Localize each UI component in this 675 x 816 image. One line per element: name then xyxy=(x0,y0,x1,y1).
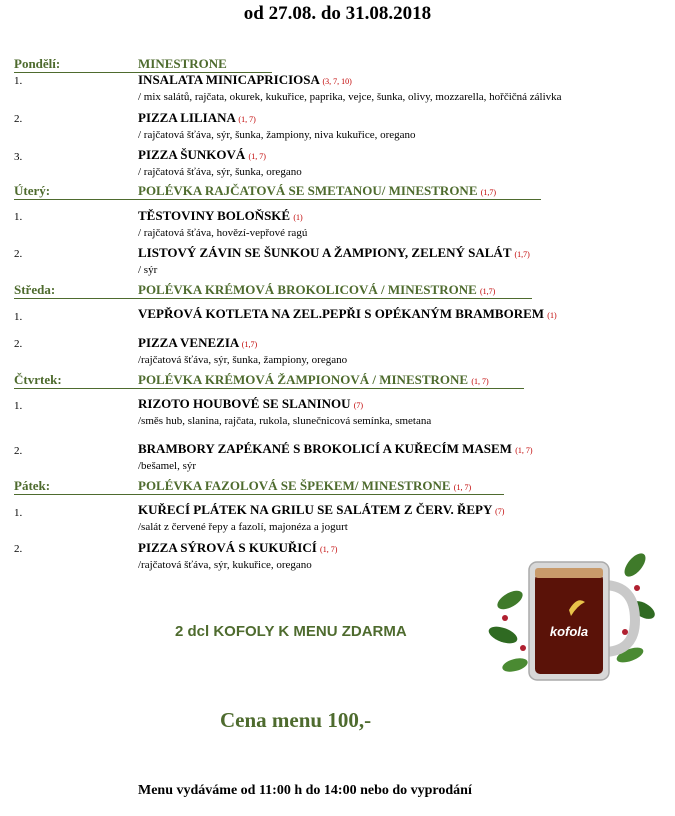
item-allergens: (1, 7) xyxy=(238,115,256,124)
day-header-thursday xyxy=(14,372,614,390)
menu-item xyxy=(138,147,658,179)
item-description: / rajčatová šťáva, sýr, šunka, žampiony, niva kukuřice, oregano xyxy=(138,129,416,141)
item-name: PIZZA VENEZIA xyxy=(138,335,239,350)
menu-item xyxy=(138,110,658,142)
day-soup: POLÉVKA KRÉMOVÁ ŽAMPIONOVÁ / MINESTRONE (1, 7) xyxy=(138,372,489,387)
day-name: Pondělí: xyxy=(14,56,61,71)
menu-item xyxy=(138,208,658,240)
item-description: /salát z červené řepy a fazolí, majonéza a jogurt xyxy=(138,521,348,533)
day-underline xyxy=(14,298,532,299)
day-underline xyxy=(14,494,504,495)
item-name: BRAMBORY ZAPÉKANÉ S BROKOLICÍ A KUŘECÍM MASEM xyxy=(138,441,512,456)
item-description: / rajčatová šťáva, hovězí-vepřové ragú xyxy=(138,227,308,239)
item-allergens: (1,7) xyxy=(514,250,530,259)
item-name: INSALATA MINICAPRICIOSA xyxy=(138,72,320,87)
menu-item xyxy=(138,441,658,473)
day-underline xyxy=(14,199,541,200)
item-number: 2. xyxy=(14,338,23,350)
menu-item xyxy=(138,245,658,277)
item-description: / sýr xyxy=(138,264,158,276)
menu-item xyxy=(138,335,658,367)
day-name: Čtvrtek: xyxy=(14,372,62,387)
item-allergens: (1) xyxy=(293,213,303,222)
day-header-friday xyxy=(14,478,614,496)
menu-title: od 27.08. do 31.08.2018 xyxy=(243,3,432,24)
item-allergens: (1) xyxy=(547,311,557,320)
item-number: 2. xyxy=(14,543,23,555)
day-name: Úterý: xyxy=(14,183,51,198)
menu-price: Cena menu 100,- xyxy=(220,708,372,732)
day-soup: MINESTRONE xyxy=(138,56,227,71)
item-description: /rajčatová šťáva, sýr, kukuřice, oregano xyxy=(138,559,312,571)
day-header-wednesday xyxy=(14,282,614,300)
item-name: VEPŘOVÁ KOTLETA NA ZEL.PEPŘI S OPÉKANÝM BRAMBOREM xyxy=(138,306,545,321)
item-number: 3. xyxy=(14,151,23,163)
day-soup: POLÉVKA FAZOLOVÁ SE ŠPEKEM/ MINESTRONE (1, 7) xyxy=(138,478,472,493)
item-name: PIZZA SÝROVÁ S KUKUŘICÍ xyxy=(138,540,317,555)
item-number: 2. xyxy=(14,113,23,125)
item-allergens: (3, 7, 10) xyxy=(322,77,352,86)
item-allergens: (1, 7) xyxy=(515,446,533,455)
item-number: 1. xyxy=(14,507,23,519)
serving-hours: Menu vydáváme od 11:00 h do 14:00 nebo do vyprodání xyxy=(138,783,472,798)
item-allergens: (7) xyxy=(495,507,505,516)
menu-item xyxy=(138,306,658,324)
item-number: 2. xyxy=(14,248,23,260)
menu-item xyxy=(138,72,658,104)
item-allergens: (1, 7) xyxy=(248,152,266,161)
item-allergens: (7) xyxy=(353,401,364,410)
item-allergens: (1, 7) xyxy=(320,545,338,554)
item-description: / mix salátů, rajčata, okurek, kukuřice, paprika, vejce, šunka, olivy, mozzarella, hořčičná zálivka xyxy=(138,91,562,103)
item-description: /směs hub, slanina, rajčata, rukola, slunečnicová semínka, smetana xyxy=(138,415,432,427)
menu-item xyxy=(138,396,658,428)
item-description: /rajčatová šťáva, sýr, šunka, žampiony, oregano xyxy=(138,354,348,366)
item-description: /bešamel, sýr xyxy=(138,460,197,472)
item-name: PIZZA ŠUNKOVÁ xyxy=(138,147,246,162)
menu-item xyxy=(138,502,658,534)
day-underline xyxy=(14,388,524,389)
kofola-promo: 2 dcl KOFOLY K MENU ZDARMA xyxy=(175,623,407,640)
day-name: Pátek: xyxy=(14,478,51,493)
item-number: 2. xyxy=(14,445,23,457)
item-number: 1. xyxy=(14,311,23,323)
item-name: KUŘECÍ PLÁTEK NA GRILU SE SALÁTEM Z ČERV. ŘEPY xyxy=(138,502,492,517)
kofola-mug-image xyxy=(485,540,655,690)
day-soup: POLÉVKA KRÉMOVÁ BROKOLICOVÁ / MINESTRONE (1,7) xyxy=(138,282,496,297)
item-allergens: (1,7) xyxy=(241,340,258,349)
item-number: 1. xyxy=(14,75,23,87)
kofola-logo: kofola xyxy=(549,624,589,639)
item-number: 1. xyxy=(14,211,23,223)
item-number: 1. xyxy=(14,400,23,412)
item-name: RIZOTO HOUBOVÉ SE SLANINOU xyxy=(138,396,351,411)
day-header-tuesday xyxy=(14,183,614,201)
item-name: PIZZA LILIANA xyxy=(138,110,236,125)
item-name: TĚSTOVINY BOLOŇSKÉ xyxy=(138,208,291,223)
item-name: LISTOVÝ ZÁVIN SE ŠUNKOU A ŽAMPIONY, ZELENÝ SALÁT xyxy=(138,245,512,260)
day-soup: POLÉVKA RAJČATOVÁ SE SMETANOU/ MINESTRONE (1,7) xyxy=(138,183,497,198)
day-name: Středa: xyxy=(14,282,56,297)
item-description: / rajčatová šťáva, sýr, šunka, oregano xyxy=(138,166,302,178)
